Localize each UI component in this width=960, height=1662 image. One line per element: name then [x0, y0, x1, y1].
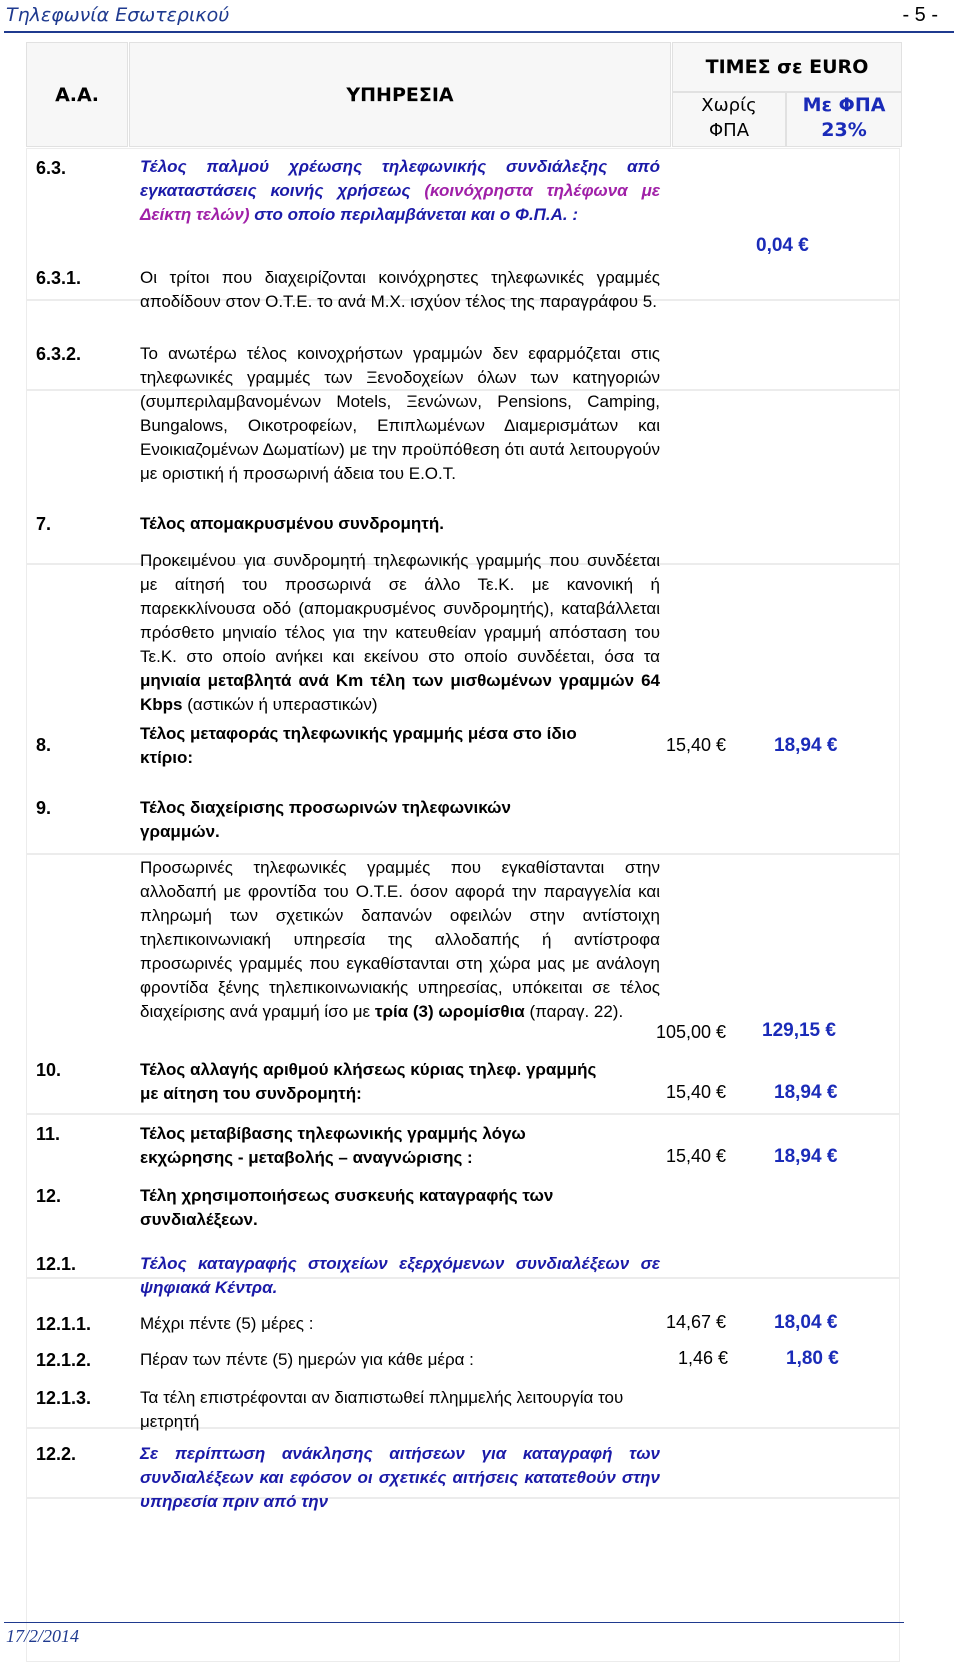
row-number: 12.	[36, 1186, 62, 1206]
row-number: 6.3.2.	[36, 344, 82, 364]
col-prices-header: ΤΙΜΕΣ σε EURO	[672, 42, 902, 92]
row-text: Πέραν των πέντε (5) ημερών για κάθε μέρα :	[140, 1350, 474, 1369]
row-text: Τα τέλη επιστρέφονται αν διαπιστωθεί πλημμελής λειτουργία του μετρητή	[140, 1388, 624, 1431]
price-without-vat: 14,67 €	[666, 1312, 727, 1332]
row-title: Τέλος μεταβίβασης τηλεφωνικής γραμμής λόγω εκχώρησης - μεταβολής – αναγνώρισης :	[140, 1124, 526, 1167]
row-title: Τέλος μεταφοράς τηλεφωνικής γραμμής μέσα στο ίδιο κτίριο:	[140, 724, 577, 767]
row-number: 8.	[36, 735, 52, 755]
row-number: 7.	[36, 514, 52, 534]
table-header	[26, 42, 900, 145]
row-text: Οι τρίτοι που διαχειρίζονται κοινόχρηστες τηλεφωνικές γραμμές αποδίδουν στον Ο.Τ.Ε. το ανά Μ.Χ. ισχύον τέλος της παραγράφου 5.	[140, 268, 660, 311]
price-with-vat: 18,94 €	[774, 1082, 838, 1103]
col-with-vat-header: Με ΦΠΑ 23%	[786, 92, 902, 147]
col-without-vat-header: Χωρίς ΦΠΑ	[672, 92, 786, 147]
row-number: 11.	[36, 1124, 61, 1144]
price-without-vat: 15,40 €	[666, 735, 727, 755]
row-title: Τέλος απομακρυσμένου συνδρομητή.	[140, 514, 444, 533]
row-number: 12.2.	[36, 1444, 77, 1464]
price-without-vat: 15,40 €	[666, 1082, 727, 1102]
page-number: - 5 -	[902, 4, 938, 26]
row-title: Τέλος διαχείρισης προσωρινών τηλεφωνικών γραμμών.	[140, 798, 511, 841]
row-number: 12.1.	[36, 1254, 77, 1274]
row-title: Τέλος αλλαγής αριθμού κλήσεως κύριας τηλεφ. γραμμής με αίτηση του συνδρομητή:	[140, 1060, 597, 1103]
col-service-header: ΥΠΗΡΕΣΙΑ	[129, 42, 671, 147]
footer-date: 17/2/2014	[6, 1626, 80, 1646]
row-number: 12.1.3.	[36, 1388, 92, 1408]
price-with-vat: 18,94 €	[774, 1146, 838, 1167]
row-text: Τέλος παλμού χρέωσης τηλεφωνικής συνδιάλεξης από εγκαταστάσεις κοινής χρήσεως (κοινόχρηστα τηλέφωνα με Δείκτη τελών) στο οποίο περιλαμβάνεται και ο Φ.Π.Α. :	[140, 157, 660, 224]
price-with-vat: 18,94 €	[774, 735, 838, 756]
row-text: Προκειμένου για συνδρομητή τηλεφωνικής γραμμής που συνδέεται με αίτησή του προσωρινά σε άλλο Τε.Κ. με κανονική ή παρεκκλίνουσα οδό (απομακρυσμένος συνδρομητής), καταβάλλεται πρόσθετο μηνιαίο τέλος για την κατευθείαν γραμμή απόσταση του Τε.Κ. στο οποίο ανήκει και εκείνου στο οποίο συνδέεται, όσα τα μηνιαία μεταβλητά ανά Km τέλη των μισθωμένων γραμμών 64 Kbps (αστικών ή υπεραστικών)	[140, 551, 660, 714]
row-number: 10.	[36, 1060, 62, 1080]
price-with-vat: 0,04 €	[756, 235, 809, 256]
row-text: Το ανωτέρω τέλος κοινοχρήστων γραμμών δεν εφαρμόζεται στις τηλεφωνικές γραμμές των Ξενοδοχείων όλων των κατηγοριών (συμπεριλαμβανομένων Motels, Ξενώνων, Pensions, Camping, Bungalows, Οικοτροφείων, Επιπλωμένων Διαμερισμάτων και Ενοικιαζομένων Δωματίων) με την προϋπόθεση ότι αυτά λειτουργούν με οριστική ή προσωρινή άδεια του Ε.Ο.Τ.	[140, 344, 660, 483]
price-without-vat: 15,40 €	[666, 1146, 727, 1166]
row-number: 12.1.2.	[36, 1350, 92, 1370]
row-number: 9.	[36, 798, 52, 818]
price-with-vat: 129,15 €	[762, 1020, 836, 1041]
price-with-vat: 1,80 €	[786, 1348, 839, 1369]
price-without-vat: 105,00 €	[656, 1022, 727, 1042]
price-without-vat: 1,46 €	[678, 1348, 729, 1368]
row-title: Τέλος καταγραφής στοιχείων εξερχόμενων συνδιαλέξεων σε ψηφιακά Κέντρα.	[140, 1254, 660, 1297]
row-number: 12.1.1.	[36, 1314, 92, 1334]
price-with-vat: 18,04 €	[774, 1312, 838, 1333]
row-title: Τέλη χρησιμοποιήσεως συσκευής καταγραφής των συνδιαλέξεων.	[140, 1186, 554, 1229]
row-frame	[26, 1498, 900, 1662]
page-header-title: Τηλεφωνία Εσωτερικού	[6, 4, 230, 26]
row-number: 6.3.	[36, 158, 67, 178]
header-rule	[4, 31, 954, 33]
col-aa-header: Α.Α.	[26, 42, 128, 147]
row-number: 6.3.1.	[36, 268, 82, 288]
row-text: Προσωρινές τηλεφωνικές γραμμές που εγκαθίστανται στην αλλοδαπή με φροντίδα του Ο.Τ.Ε. όσον αφορά την παραγγελία και πληρωμή των σχετικών δαπανών οφειλών στην αντίστοιχη τηλεπικοινωνιακή υπηρεσία της αλλοδαπής ή αντίστροφα προσωρινές γραμμές που εγκαθίστανται στη χώρα μας με ανάλογη φροντίδα ξένης τηλεπικοινωνιακής υπηρεσίας, υπόκειται σε τέλος διαχείρισης ανά γραμμή ίσο με τρία (3) ωρομίσθια (παραγ. 22).	[140, 858, 660, 1021]
row-text: Μέχρι πέντε (5) μέρες :	[140, 1314, 314, 1333]
row-title: Σε περίπτωση ανάκλησης αιτήσεων για καταγραφή των συνδιαλέξεων και εφόσον οι σχετικές αιτήσεις κατατεθούν στην υπηρεσία πριν από την	[140, 1444, 660, 1511]
footer-rule	[4, 1622, 904, 1623]
